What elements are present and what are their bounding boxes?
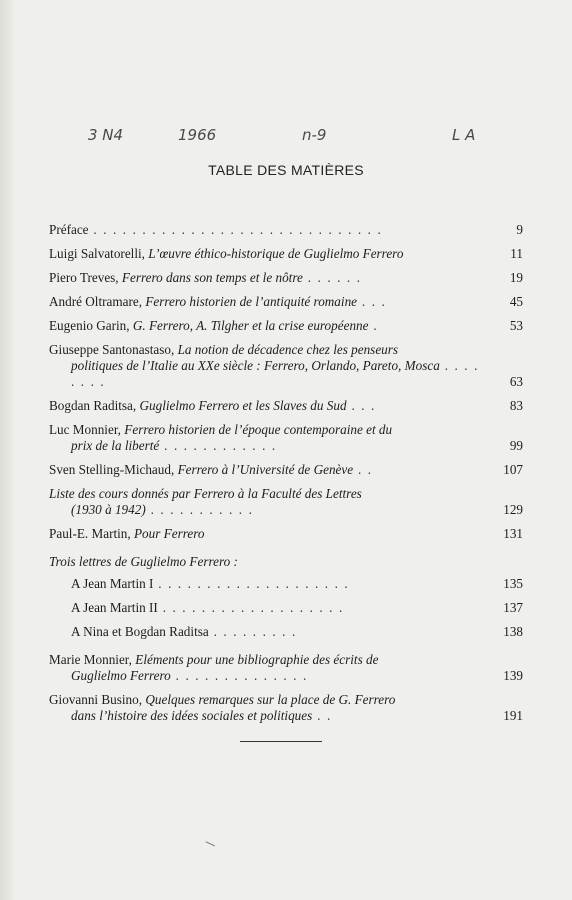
toc-entry-text	[49, 398, 485, 414]
toc-letter-label: A Nina et Bogdan Raditsa	[71, 624, 209, 639]
toc-leader: . . . . . . . . . . . . . . . . . . . .	[153, 576, 350, 591]
toc-author: Piero Treves,	[49, 270, 119, 285]
toc-title: Ferrero historien de l’époque contemporaine et du	[124, 422, 393, 437]
toc-leader: . .	[312, 708, 332, 723]
toc-title: Ferrero historien de l’antiquité romaine	[145, 294, 358, 309]
stray-mark	[203, 841, 215, 852]
toc-leader: . . . . . . . . . . .	[145, 502, 254, 517]
toc-author: Luc Monnier,	[49, 422, 121, 437]
toc-page-number: 11	[510, 246, 523, 261]
toc-entry-continuation	[49, 708, 485, 724]
toc-entry-text	[49, 318, 485, 334]
toc-title: Eléments pour une bibliographie des écrits de	[135, 652, 379, 667]
toc-page-number: 139	[503, 668, 523, 683]
toc-leader: . . . . . .	[302, 270, 362, 285]
toc-title: G. Ferrero, A. Tilgher et la crise européenne	[132, 318, 369, 333]
toc-letter-label: A Jean Martin I	[71, 576, 154, 591]
toc-entry-text	[71, 600, 485, 616]
toc-leader: . .	[353, 462, 373, 477]
toc-letter-entry	[49, 600, 523, 616]
toc-leader: . . . . . . . .	[71, 358, 479, 389]
toc-entry-text	[49, 422, 485, 438]
toc-entry-text	[49, 246, 485, 262]
toc-page-number: 83	[509, 398, 523, 413]
toc-letter-entry	[49, 624, 523, 640]
toc-page-number: 19	[509, 270, 523, 285]
toc-author: André Oltramare,	[49, 294, 143, 309]
toc-author: Sven Stelling-Michaud,	[49, 462, 175, 477]
toc-entry	[49, 318, 523, 334]
toc-leader: . . . . . . . . . . . . . . . . . . . . . . . . . . . . . .	[88, 222, 383, 237]
toc-leader: . . . . . . . . .	[208, 624, 297, 639]
toc-entry-text	[49, 270, 485, 286]
toc-entry-text	[49, 526, 485, 542]
toc-page-number: 63	[509, 374, 523, 389]
toc-leader: .	[368, 318, 379, 333]
toc-entry-text	[49, 222, 485, 238]
toc-page-number: 129	[503, 502, 523, 517]
table-of-contents	[49, 222, 523, 732]
toc-author: Eugenio Garin,	[49, 318, 130, 333]
toc-entry-continuation	[49, 438, 485, 454]
toc-entry-continuation	[49, 668, 485, 684]
letters-heading: Trois lettres de Guglielmo Ferrero :	[49, 554, 238, 569]
toc-entry-text	[71, 576, 485, 592]
toc-title: Ferrero à l’Université de Genève	[177, 462, 354, 477]
toc-entry	[49, 692, 523, 724]
toc-entry-text	[49, 486, 485, 502]
handwritten-annotation: n-9	[302, 126, 327, 144]
toc-author: Giovanni Busino,	[49, 692, 143, 707]
toc-entry-text	[49, 294, 485, 310]
toc-entry	[49, 652, 523, 684]
toc-entry-continuation	[49, 358, 485, 390]
toc-page-number: 191	[503, 708, 523, 723]
toc-title-continuation: prix de la liberté	[71, 438, 160, 453]
toc-title-continuation: (1930 à 1942)	[71, 502, 146, 517]
toc-page-number: 107	[503, 462, 523, 477]
toc-entry-text	[49, 342, 485, 358]
toc-entry	[49, 294, 523, 310]
handwritten-annotation: L A	[452, 126, 476, 144]
toc-entry-text	[49, 462, 485, 478]
toc-entry-text	[71, 624, 485, 640]
toc-page-number: 138	[503, 624, 523, 639]
toc-author: Giuseppe Santonastaso,	[49, 342, 175, 357]
toc-letter-entry	[49, 576, 523, 592]
toc-leader: . . . . . . . . . . . .	[159, 438, 277, 453]
toc-entry	[49, 422, 523, 454]
toc-title: Pour Ferrero	[133, 526, 205, 541]
toc-page-number: 99	[509, 438, 523, 453]
toc-title-continuation: dans l’histoire des idées sociales et politiques	[71, 708, 313, 723]
toc-title: Ferrero dans son temps et le nôtre	[121, 270, 303, 285]
toc-title: Quelques remarques sur la place de G. Ferrero	[145, 692, 396, 707]
toc-entry	[49, 486, 523, 518]
toc-page-number: 53	[509, 318, 523, 333]
toc-page-number: 135	[503, 576, 523, 591]
toc-entry	[49, 342, 523, 390]
toc-entry	[49, 246, 523, 262]
toc-entry	[49, 398, 523, 414]
page-title: TABLE DES MATIÈRES	[208, 162, 364, 178]
toc-leader: . . . . . . . . . . . . . .	[170, 668, 308, 683]
toc-entry-continuation	[49, 502, 485, 518]
toc-page-number: 9	[516, 222, 523, 237]
toc-title: L’œuvre éthico-historique de Guglielmo Ferrero	[148, 246, 404, 261]
toc-title: Liste des cours donnés par Ferrero à la Faculté des Lettres	[49, 486, 362, 501]
toc-leader: . . . . . . . . . . . . . . . . . . .	[157, 600, 344, 615]
handwritten-annotation: 1966	[178, 126, 217, 144]
toc-entry	[49, 526, 523, 542]
toc-entry-text	[49, 692, 485, 708]
toc-leader: . . .	[346, 398, 376, 413]
closing-rule	[240, 741, 322, 742]
toc-entry	[49, 222, 523, 238]
toc-author: Bogdan Raditsa,	[49, 398, 137, 413]
toc-page-number: 131	[503, 526, 523, 541]
toc-entry	[49, 462, 523, 478]
toc-page-number: 45	[509, 294, 523, 309]
toc-entry-text	[49, 652, 485, 668]
toc-title-continuation: Guglielmo Ferrero	[71, 668, 171, 683]
toc-letter-label: A Jean Martin II	[71, 600, 158, 615]
toc-title-continuation: politiques de l’Italie au XXe siècle : Ferrero, Orlando, Pareto, Mosca	[71, 358, 440, 373]
page-edge	[0, 0, 14, 900]
toc-title: La notion de décadence chez les penseurs	[177, 342, 399, 357]
toc-title: Guglielmo Ferrero et les Slaves du Sud	[139, 398, 347, 413]
toc-author: Paul-E. Martin,	[49, 526, 131, 541]
toc-leader: . . .	[357, 294, 387, 309]
toc-author: Préface	[49, 222, 89, 237]
handwritten-annotation: 3 N4	[88, 126, 124, 144]
toc-author: Marie Monnier,	[49, 652, 132, 667]
toc-page-number: 137	[503, 600, 523, 615]
toc-author: Luigi Salvatorelli,	[49, 246, 145, 261]
toc-entry	[49, 270, 523, 286]
